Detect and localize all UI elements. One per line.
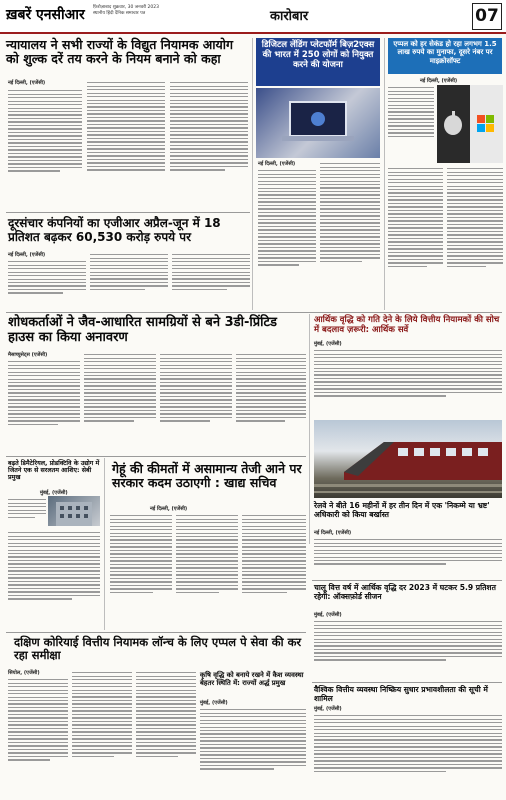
date-text: फ़िरोज़ाबाद शुक्रवार, 30 जनवरी 2023: [93, 5, 159, 10]
headline-korea: दक्षिण कोरियाई वित्तीय नियामक लॉन्च के लिए एप्पल पे सेवा की कर रहा समीक्षा: [14, 635, 302, 663]
article-text-column: [314, 619, 502, 679]
divider: [312, 580, 502, 581]
article-text-column: [136, 670, 196, 797]
byline-bio-materials: मैसाच्युसेट्स (एजेंसी): [8, 352, 48, 358]
article-text-column: [90, 252, 168, 309]
article-text-column: [314, 713, 502, 797]
article-text-column: [314, 348, 502, 416]
column-divider: [309, 314, 310, 544]
headline-digital-lending: डिजिटल लेंडिंग प्लेटफॉर्म बिज़2एक्स की भारत में 250 लोगों को नियुक्त करने की योजना: [261, 40, 375, 71]
divider: [6, 212, 250, 213]
headline-bio-materials: शोधकर्ताओं ने जैव-आधारित सामग्रियों से बने 3डी-प्रिंटिड हाउस का किया अनावरण: [8, 315, 277, 345]
byline-korea: सियोल, (एजेंसी): [8, 670, 40, 676]
railway-photo: [314, 420, 502, 498]
byline-telecom: नई दिल्ली, (एजेंसी): [8, 252, 46, 258]
headline-wheat: गेहूं की कीमतों में असामान्य तेजी आने पर सरकार कदम उठाएगी : खाद्य सचिव: [112, 461, 302, 491]
page-number: 07: [472, 3, 502, 30]
headline-agri: कृषि वृद्धि को बनाये रखने में कैश व्यवस्था बेहतर स्थिति में: राज्यों अर्द्ध प्रमुख: [200, 671, 304, 687]
apple-microsoft-photo: [437, 85, 503, 163]
headline-global: वैश्विक वित्तीय व्यवस्था निष्क्रिय सुधार प्रभावशीलता की सूची में शामिल: [314, 685, 488, 703]
article-text-column: [8, 259, 86, 309]
column-divider: [104, 458, 105, 630]
headline-telecom: दूरसंचार कंपनियों का एजीआर अप्रैल-जून में 18 प्रतिशत बढ़कर 60,530 करोड़ रुपये पर: [8, 216, 221, 244]
byline-digital-lending: नई दिल्ली, (एजेंसी): [258, 161, 296, 167]
article-text-column: [8, 359, 80, 453]
article-text-column: [320, 161, 380, 308]
article-text-column: [236, 352, 306, 453]
column-divider: [384, 38, 385, 310]
article-text-column: [200, 707, 306, 797]
masthead: [0, 0, 506, 34]
byline-gdp: मुंबई, (एजेंसी): [314, 612, 342, 618]
article-text-column: [160, 352, 232, 453]
divider: [6, 632, 306, 633]
article-text-column: [170, 80, 248, 208]
byline-economy: मुंबई, (एजेंसी): [314, 341, 342, 347]
article-text-column: [72, 670, 132, 797]
byline-sebi: मुंबई, (एजेंसी): [40, 490, 68, 496]
article-text-column: [8, 677, 68, 797]
laptop-image-icon: [256, 88, 380, 158]
article-text-column: [8, 88, 82, 208]
train-image-icon: [314, 420, 502, 498]
article-text-column: [388, 166, 443, 309]
headline-regulator: न्यायालय ने सभी राज्यों के विद्युत नियामक आयोग को शुल्क दरें तय करने के नियम बनाने को कहा: [6, 37, 234, 67]
article-text-column: [110, 513, 172, 628]
article-text-column: [258, 168, 316, 308]
headline-gdp: चालू वित्त वर्ष में आर्थिक वृद्धि दर 2023 में घटकर 5.9 प्रतिशत रहेगी: ऑक्सफ़ोर्ड सीजन: [314, 583, 496, 601]
brand-logo: ख़बरें एनसीआर: [6, 7, 85, 23]
headline-railway: रेलवे ने बीते 16 महीनों में हर तीन दिन में एक 'निकम्मे या भ्रष्ट' अधिकारी को किया बर्खास्त: [314, 501, 490, 519]
article-text-column: [314, 537, 502, 577]
headline-apple: एप्पल को हर सेकंड हो रहा लगभग 1.5 लाख रुपये का मुनाफा, दूसरे नंबर पर माइक्रोसॉफ्ट: [393, 40, 497, 65]
divider: [6, 456, 306, 457]
article-text-column: [8, 497, 46, 527]
building-image-icon: [48, 496, 100, 526]
byline-wheat: नई दिल्ली, (एजेंसी): [150, 506, 188, 512]
byline-agri: मुंबई, (एजेंसी): [200, 700, 228, 706]
article-text-column: [8, 530, 100, 628]
byline-regulator: नई दिल्ली, (एजेंसी): [8, 80, 46, 86]
apple-logo-icon: [437, 85, 503, 163]
article-text-column: [447, 166, 503, 309]
digital-lending-photo: [256, 88, 380, 158]
byline-global: मुंबई, (एजेंसी): [314, 706, 342, 712]
paper-subtitle: स्थानीय हिंदी दैनिक समाचार पत्र: [93, 11, 146, 16]
article-text-column: [172, 252, 250, 309]
byline-railway: नई दिल्ली, (एजेंसी): [314, 530, 352, 536]
article-text-column: [176, 513, 238, 628]
section-title: कारोबार: [270, 9, 309, 24]
headline-sebi: बढ़ते डिमैटेरियल, प्रोडक्टिवि के उद्योग में जितने एक से सरलतम आशिए: सेबी प्रमुख: [8, 460, 100, 482]
column-divider: [252, 38, 253, 310]
headline-economy: आर्थिक वृद्धि को गति देने के लिये वित्तीय नियामकों की सोच में बदलाव ज़रूरी: आर्थिक सर्वे: [314, 315, 500, 335]
divider: [312, 682, 502, 683]
article-text-column: [242, 513, 306, 628]
divider: [6, 312, 502, 313]
date-line: [93, 5, 203, 17]
article-text-column: [84, 352, 156, 453]
article-text-column: [87, 80, 165, 208]
article-text-column: [388, 85, 434, 163]
sebi-building-photo: [48, 496, 100, 526]
byline-apple: नई दिल्ली, (एजेंसी): [420, 78, 458, 84]
